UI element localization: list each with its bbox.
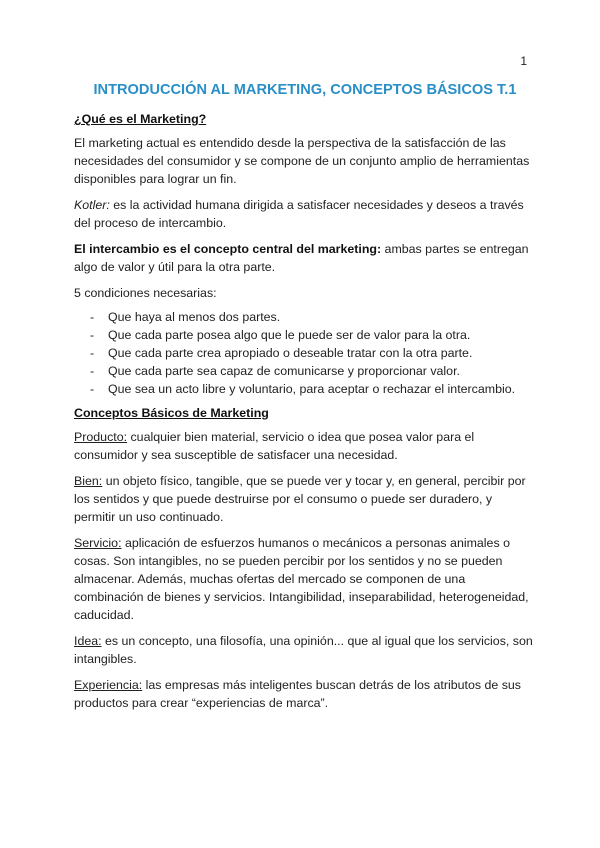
paragraph-idea bbox=[74, 632, 536, 668]
paragraph-experiencia bbox=[74, 676, 536, 712]
experiencia-label: Experiencia: bbox=[74, 678, 143, 692]
bien-text: un objeto físico, tangible, que se puede ver y tocar y, en general, percibir por los sentidos y que puede destruirse por el consumo o puede ser duradero, y permitir un uso continuado. bbox=[74, 474, 526, 524]
section-heading-conceptos-basicos: Conceptos Básicos de Marketing bbox=[74, 406, 269, 420]
page-number: 1 bbox=[520, 54, 527, 68]
paragraph-bien bbox=[74, 472, 536, 526]
dash-bullet-icon: - bbox=[90, 364, 95, 378]
list-item: - Que sea un acto libre y voluntario, para aceptar o rechazar el intercambio. bbox=[90, 382, 516, 396]
list-item: - Que cada parte crea apropiado o deseable tratar con la otra parte. bbox=[90, 346, 473, 360]
dash-bullet-icon: - bbox=[90, 328, 95, 342]
paragraph-servicio bbox=[74, 534, 536, 624]
dash-bullet-icon: - bbox=[90, 382, 95, 396]
producto-text: cualquier bien material, servicio o idea que posea valor para el consumidor y sea susceptible de satisfacer una necesidad. bbox=[74, 430, 475, 462]
document-title: INTRODUCCIÓN AL MARKETING, CONCEPTOS BÁSICOS T.1 bbox=[93, 82, 517, 98]
dash-bullet-icon: - bbox=[90, 346, 95, 360]
intercambio-label: El intercambio es el concepto central del marketing: bbox=[74, 242, 382, 256]
list-item: - Que cada parte posea algo que le puede ser de valor para la otra. bbox=[90, 328, 471, 342]
bien-label: Bien: bbox=[74, 474, 103, 488]
idea-label: Idea: bbox=[74, 634, 102, 648]
paragraph-intercambio bbox=[74, 240, 536, 276]
paragraph-definition: El marketing actual es entendido desde la perspectiva de la satisfacción de las necesidades del consumidor y se compone de un conjunto amplio de herramientas disponibles para lograr un fin. bbox=[74, 136, 530, 186]
list-item: - Que haya al menos dos partes. bbox=[90, 310, 281, 324]
conditions-intro: 5 condiciones necesarias: bbox=[74, 286, 217, 300]
servicio-label: Servicio: bbox=[74, 536, 122, 550]
dash-bullet-icon: - bbox=[90, 310, 95, 324]
experiencia-text: las empresas más inteligentes buscan detrás de los atributos de sus productos para crear “experiencias de marca”. bbox=[74, 678, 521, 710]
kotler-label: Kotler: bbox=[74, 198, 110, 212]
producto-label: Producto: bbox=[74, 430, 128, 444]
section-heading-que-es-marketing: ¿Qué es el Marketing? bbox=[74, 112, 207, 126]
paragraph-kotler bbox=[74, 196, 536, 232]
idea-text: es un concepto, una filosofía, una opinión... que al igual que los servicios, son intangibles. bbox=[74, 634, 533, 666]
document-body bbox=[74, 80, 536, 720]
servicio-text: aplicación de esfuerzos humanos o mecánicos a personas animales o cosas. Son intangibles, no se pueden percibir por los sentidos y no se pueden almacenar. Además, muchas ofertas del mercado se componen de una combinación de bienes y servicios. Intangibilidad, inseparabilidad, heterogeneidad, caducidad. bbox=[74, 536, 529, 622]
intercambio-text: ambas partes se entregan algo de valor y útil para la otra parte. bbox=[74, 242, 529, 274]
list-item: - Que cada parte sea capaz de comunicarse y proporcionar valor. bbox=[90, 364, 460, 378]
conditions-list bbox=[74, 308, 536, 398]
kotler-text: es la actividad humana dirigida a satisfacer necesidades y deseos a través del proceso de intercambio. bbox=[74, 198, 524, 230]
paragraph-producto bbox=[74, 428, 536, 464]
